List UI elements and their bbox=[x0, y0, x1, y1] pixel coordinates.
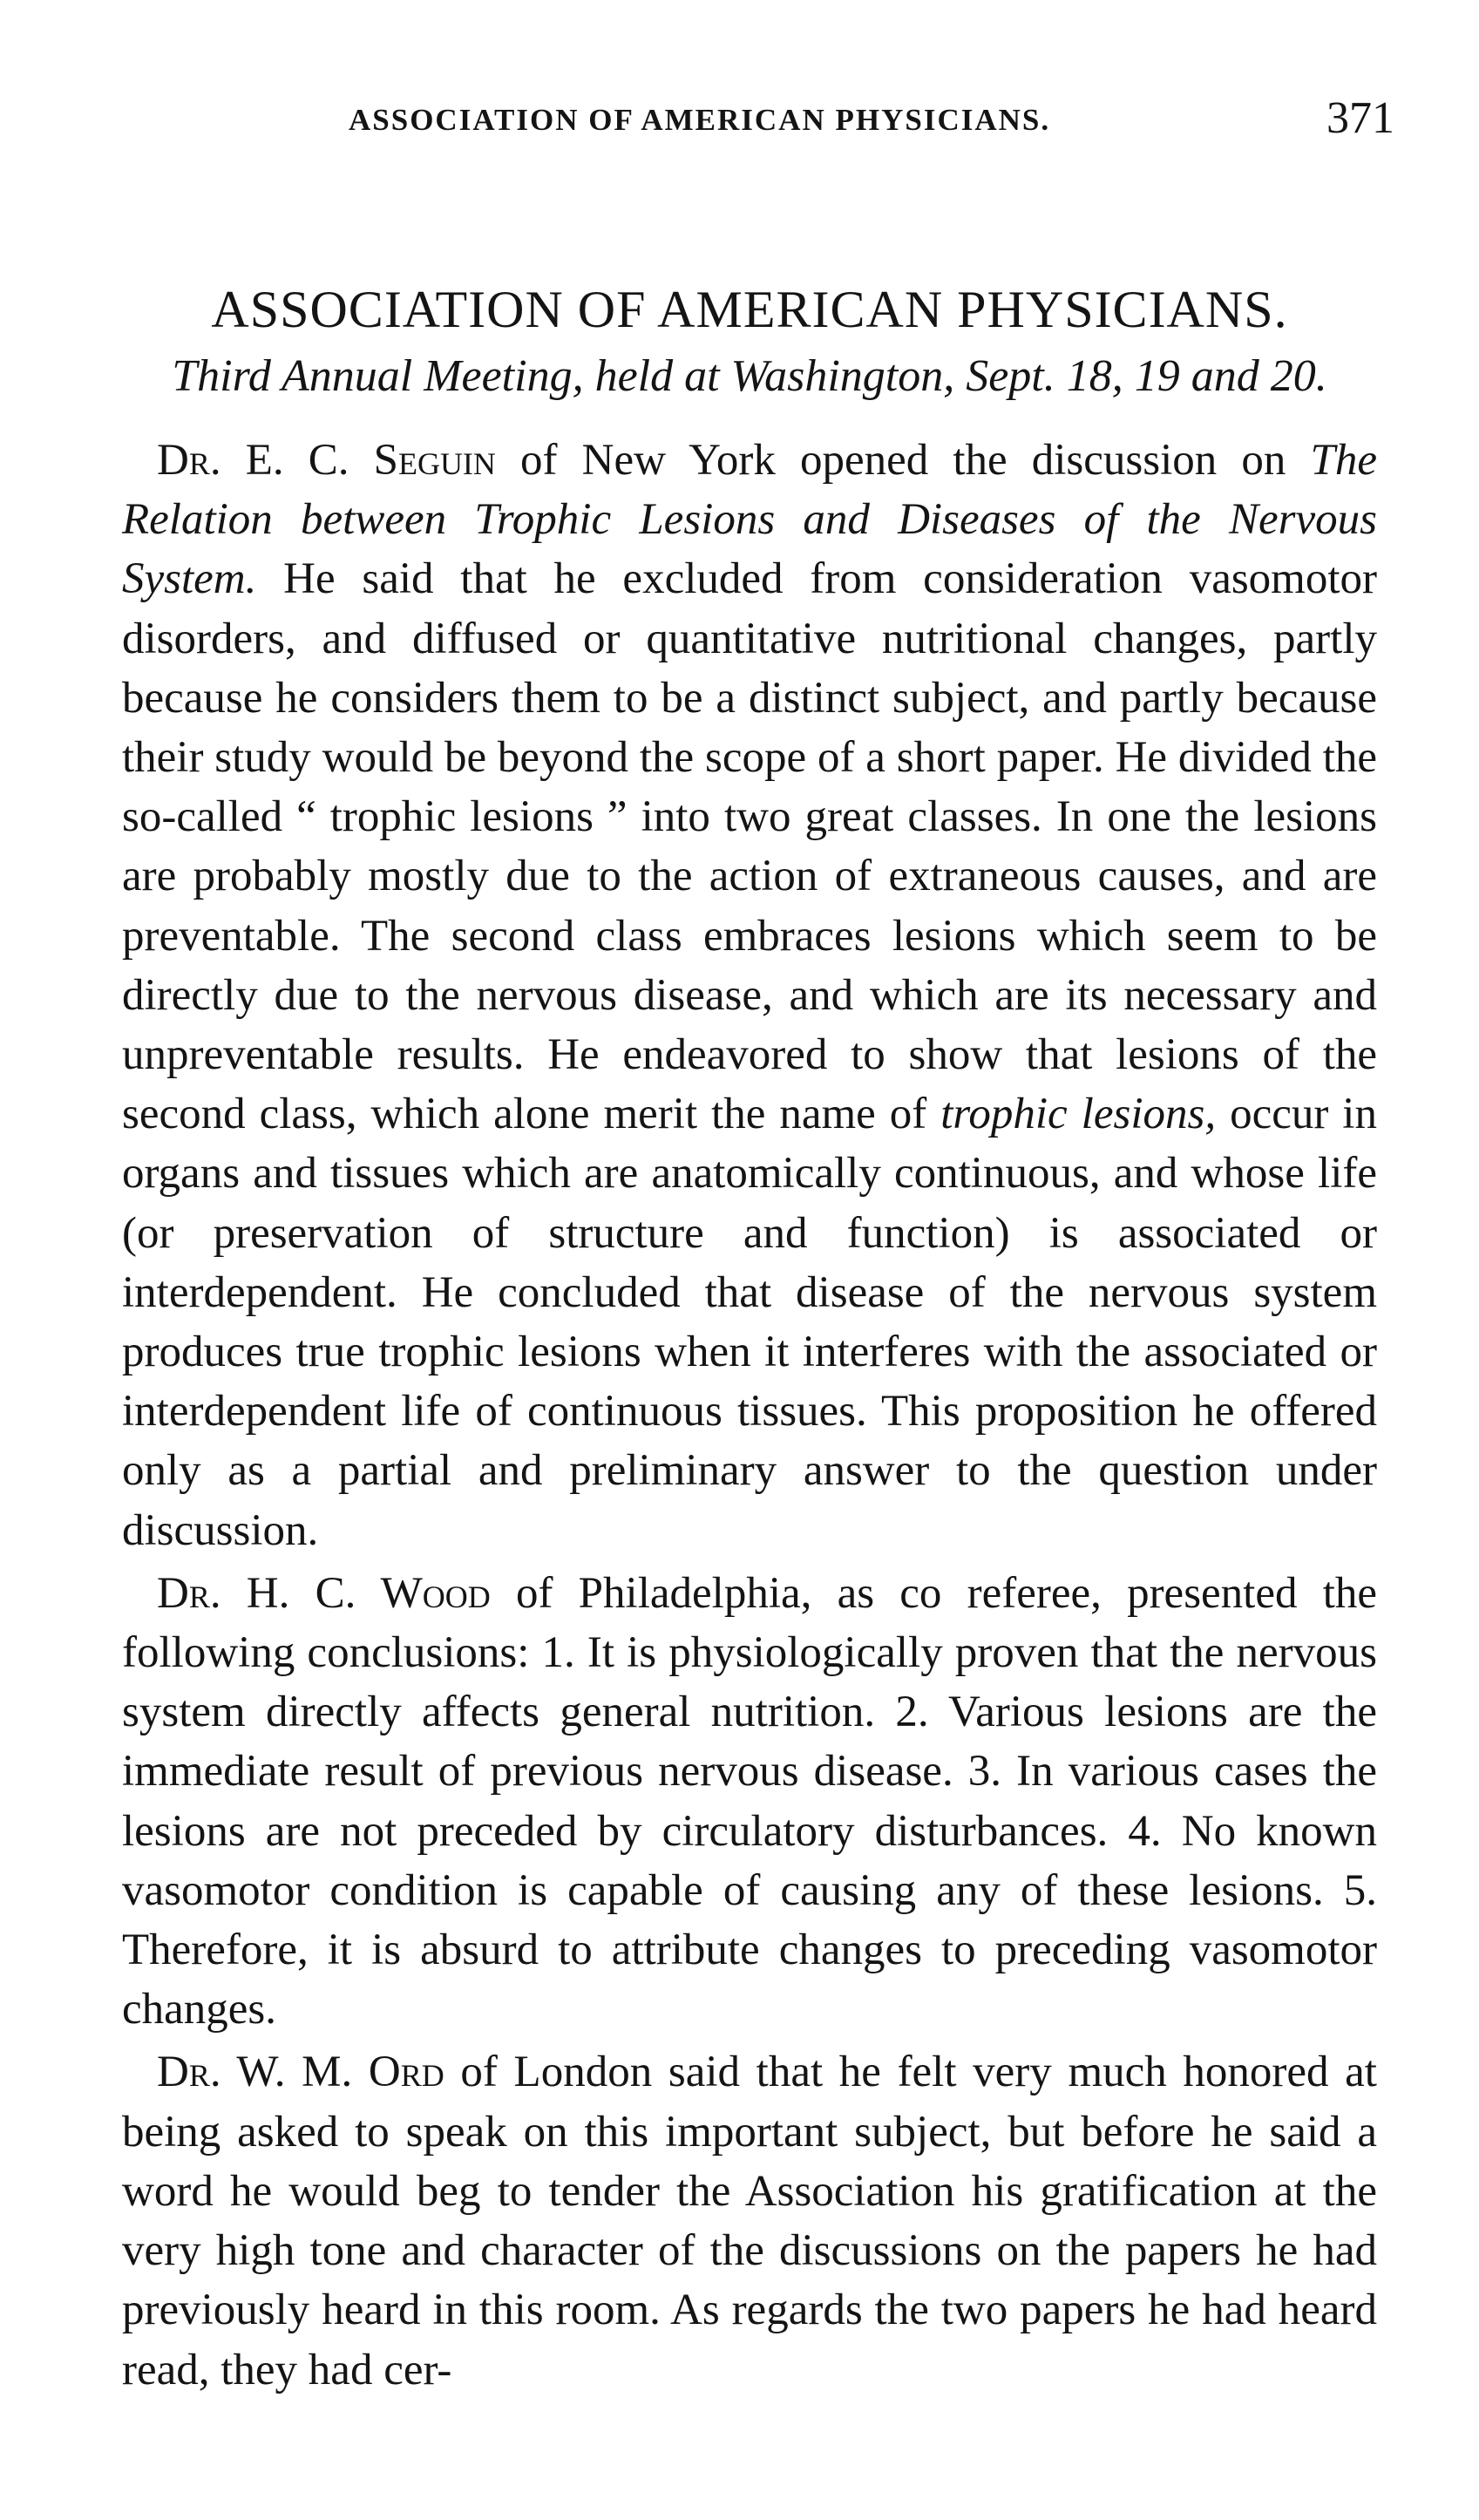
article-title: ASSOCIATION OF AMERICAN PHYSICIANS. bbox=[211, 281, 1288, 338]
speaker-name: Dr. E. C. Seguin bbox=[157, 436, 496, 485]
book-page bbox=[122, 87, 1394, 2403]
paragraph-text: of Philadelphia, as co referee, presented the following conclusions: 1. It is physiologically proven that the nervous system directly affects general nutrition. 2. Various lesions are the immediate result of previous nervous disease. 3. In various cases the lesions are not preceded by circulatory disturbances. 4. No known vasomotor condition is capable of causing any of these lesions. 5. Therefore, it is absurd to attribute changes to preceding vasomotor changes. bbox=[122, 1568, 1377, 2034]
paragraph-text: occur in organs and tissues which are anatomically continuous, and whose life (or preservation of structure and function) is associated or interdependent. He concluded that disease of the nervous system produces true trophic lesions when it interferes with the associated or interdependent life of continuous tissues. This proposition he offered only as a partial and preliminary answer to the question under discussion. bbox=[122, 1090, 1377, 1555]
emphasis-text: trophic lesions, bbox=[940, 1090, 1217, 1139]
paragraph-text: He said that he excluded from consideration vasomotor disorders, and diffused or quantitative nutritional changes, partly because he considers them to be a distinct subject, and partly because their study would be beyond the scope of a short paper. He divided the so-called “ trophic lesions ” into two great classes. In one the lesions are probably mostly due to the action of extraneous causes, and are preventable. The second class embraces lesions which seem to be directly due to the nervous disease, and which are its necessary and unpreventable results. He endeavored to show that lesions of the second class, which alone merit the name of bbox=[122, 554, 1377, 1139]
speaker-name: Dr. H. C. Wood bbox=[157, 1568, 491, 1618]
speaker-name: Dr. W. M. Ord bbox=[157, 2048, 444, 2097]
paper-title: The Relation between Trophic Lesions and Diseases of the Nervous System. bbox=[122, 436, 1377, 604]
paragraph-wood bbox=[122, 1564, 1377, 2040]
paragraph-text: of London said that he felt very much honored at being asked to speak on this important subject, but before he said a word he would beg to tender the Association his gratification at the very high tone and character of the discussions on the papers he had previously heard in this room. As regards the two papers he had heard read, they had cer- bbox=[122, 2048, 1377, 2394]
paragraph-ord bbox=[122, 2042, 1377, 2399]
running-head bbox=[122, 87, 1394, 148]
running-head-title: ASSOCIATION OF AMERICAN PHYSICIANS. bbox=[349, 103, 1051, 137]
page-number: 371 bbox=[1326, 93, 1394, 143]
article-subtitle: Third Annual Meeting, held at Washington, Sept. 18, 19 and 20. bbox=[172, 351, 1327, 401]
body-text bbox=[122, 431, 1377, 2400]
paragraph-text: of New York opened the discussion on bbox=[495, 436, 1311, 485]
paragraph-seguin bbox=[122, 431, 1377, 1560]
